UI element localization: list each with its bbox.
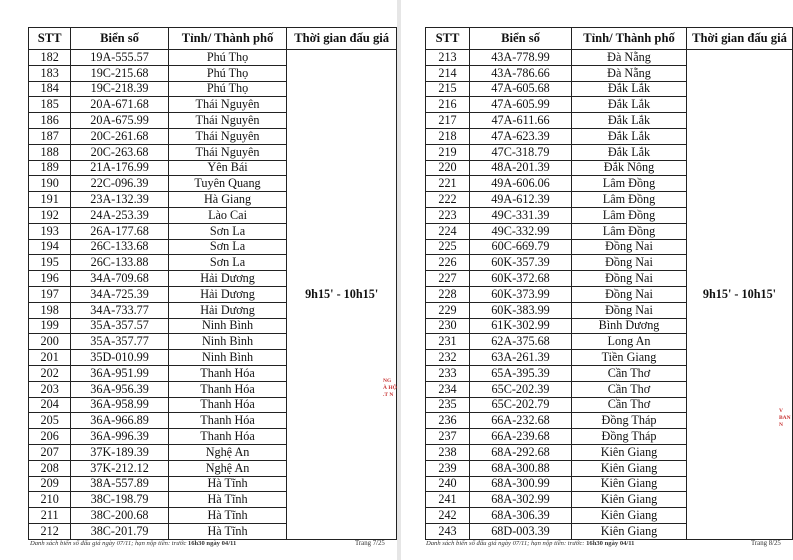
cell-tinh: Thanh Hóa bbox=[168, 365, 287, 381]
cell-bien-so: 35A-357.57 bbox=[71, 318, 168, 334]
cell-stt: 226 bbox=[426, 255, 470, 271]
footer-right bbox=[426, 540, 634, 547]
cell-tinh: Đắk Lắk bbox=[572, 113, 687, 129]
cell-bien-so: 36A-966.89 bbox=[71, 413, 168, 429]
cell-stt: 234 bbox=[426, 381, 470, 397]
cell-tinh: Cần Thơ bbox=[572, 381, 687, 397]
cell-stt: 195 bbox=[29, 255, 71, 271]
cell-tinh: Long An bbox=[572, 334, 687, 350]
cell-stt: 215 bbox=[426, 81, 470, 97]
cell-stt: 199 bbox=[29, 318, 71, 334]
cell-tinh: Phú Thọ bbox=[168, 81, 287, 97]
cell-tinh: Đồng Nai bbox=[572, 286, 687, 302]
cell-stt: 209 bbox=[29, 476, 71, 492]
cell-stt: 238 bbox=[426, 444, 470, 460]
cell-stt: 240 bbox=[426, 476, 470, 492]
cell-stt: 239 bbox=[426, 460, 470, 476]
cell-bien-so: 36A-956.39 bbox=[71, 381, 168, 397]
footer-deadline: 16h30 ngày 04/11 bbox=[187, 540, 237, 547]
cell-bien-so: 26C-133.68 bbox=[71, 239, 168, 255]
cell-bien-so: 43A-778.99 bbox=[470, 50, 572, 66]
cell-tinh: Lào Cai bbox=[168, 207, 287, 223]
header-thoi-gian: Thời gian đấu giá bbox=[687, 28, 793, 50]
cell-thoi-gian: 9h15' - 10h15' bbox=[687, 50, 793, 540]
stamp-fragment-left: NG À HỘ .T N bbox=[383, 378, 397, 398]
header-stt: STT bbox=[426, 28, 470, 50]
header-bien-so: Biển số bbox=[470, 28, 572, 50]
cell-bien-so: 65C-202.79 bbox=[470, 397, 572, 413]
page-number-right: Trang 8/25 bbox=[751, 540, 781, 547]
cell-bien-so: 60C-669.79 bbox=[470, 239, 572, 255]
cell-bien-so: 62A-375.68 bbox=[470, 334, 572, 350]
cell-stt: 227 bbox=[426, 271, 470, 287]
header-tinh: Tỉnh/ Thành phố bbox=[168, 28, 287, 50]
cell-tinh: Lâm Đồng bbox=[572, 207, 687, 223]
cell-stt: 230 bbox=[426, 318, 470, 334]
cell-tinh: Nghệ An bbox=[168, 460, 287, 476]
cell-tinh: Tiền Giang bbox=[572, 350, 687, 366]
footer-left bbox=[30, 540, 236, 547]
cell-bien-so: 37K-189.39 bbox=[71, 444, 168, 460]
table-row bbox=[426, 50, 793, 66]
cell-bien-so: 43A-786.66 bbox=[470, 65, 572, 81]
cell-stt: 208 bbox=[29, 460, 71, 476]
cell-stt: 222 bbox=[426, 192, 470, 208]
cell-stt: 228 bbox=[426, 286, 470, 302]
cell-stt: 219 bbox=[426, 144, 470, 160]
cell-bien-so: 36A-996.39 bbox=[71, 429, 168, 445]
cell-tinh: Hà Tĩnh bbox=[168, 523, 287, 539]
cell-stt: 235 bbox=[426, 397, 470, 413]
table-header-row bbox=[426, 28, 793, 50]
cell-bien-so: 19C-218.39 bbox=[71, 81, 168, 97]
cell-stt: 216 bbox=[426, 97, 470, 113]
cell-stt: 220 bbox=[426, 160, 470, 176]
cell-tinh: Đồng Nai bbox=[572, 271, 687, 287]
cell-stt: 198 bbox=[29, 302, 71, 318]
cell-stt: 205 bbox=[29, 413, 71, 429]
cell-bien-so: 38A-557.89 bbox=[71, 476, 168, 492]
cell-bien-so: 36A-951.99 bbox=[71, 365, 168, 381]
cell-tinh: Thanh Hóa bbox=[168, 397, 287, 413]
cell-bien-so: 36A-958.99 bbox=[71, 397, 168, 413]
cell-bien-so: 47A-605.99 bbox=[470, 97, 572, 113]
cell-tinh: Kiên Giang bbox=[572, 492, 687, 508]
cell-bien-so: 65C-202.39 bbox=[470, 381, 572, 397]
cell-bien-so: 48A-201.39 bbox=[470, 160, 572, 176]
footer-deadline: 16h30 ngày 04/11 bbox=[586, 540, 635, 547]
cell-tinh: Kiên Giang bbox=[572, 508, 687, 524]
cell-tinh: Hà Tĩnh bbox=[168, 508, 287, 524]
cell-stt: 223 bbox=[426, 207, 470, 223]
cell-tinh: Thái Nguyên bbox=[168, 97, 287, 113]
cell-bien-so: 21A-176.99 bbox=[71, 160, 168, 176]
cell-bien-so: 19C-215.68 bbox=[71, 65, 168, 81]
cell-tinh: Hải Dương bbox=[168, 286, 287, 302]
cell-tinh: Phú Thọ bbox=[168, 65, 287, 81]
cell-stt: 232 bbox=[426, 350, 470, 366]
cell-stt: 203 bbox=[29, 381, 71, 397]
cell-tinh: Nghệ An bbox=[168, 444, 287, 460]
page-number-left: Trang 7/25 bbox=[355, 540, 385, 547]
cell-stt: 189 bbox=[29, 160, 71, 176]
cell-thoi-gian: 9h15' - 10h15' bbox=[287, 50, 397, 540]
cell-bien-so: 22C-096.39 bbox=[71, 176, 168, 192]
cell-bien-so: 20A-675.99 bbox=[71, 113, 168, 129]
cell-tinh: Sơn La bbox=[168, 255, 287, 271]
stamp-fragment-right: V BAN N bbox=[779, 408, 791, 428]
cell-stt: 211 bbox=[29, 508, 71, 524]
cell-tinh: Đắk Lắk bbox=[572, 128, 687, 144]
cell-stt: 218 bbox=[426, 128, 470, 144]
cell-bien-so: 47C-318.79 bbox=[470, 144, 572, 160]
header-bien-so: Biển số bbox=[71, 28, 168, 50]
cell-stt: 206 bbox=[29, 429, 71, 445]
cell-stt: 241 bbox=[426, 492, 470, 508]
footer-text: Danh sách biển số đấu giá ngày 07/11; hạn nộp tiền: trước bbox=[30, 540, 188, 547]
cell-stt: 192 bbox=[29, 207, 71, 223]
cell-bien-so: 68D-003.39 bbox=[470, 523, 572, 539]
cell-tinh: Lâm Đồng bbox=[572, 223, 687, 239]
cell-bien-so: 47A-623.39 bbox=[470, 128, 572, 144]
cell-bien-so: 61K-302.99 bbox=[470, 318, 572, 334]
cell-stt: 190 bbox=[29, 176, 71, 192]
cell-stt: 185 bbox=[29, 97, 71, 113]
cell-bien-so: 34A-725.39 bbox=[71, 286, 168, 302]
header-stt: STT bbox=[29, 28, 71, 50]
cell-bien-so: 68A-300.88 bbox=[470, 460, 572, 476]
page-right bbox=[401, 0, 793, 560]
cell-tinh: Đắk Nông bbox=[572, 160, 687, 176]
cell-stt: 212 bbox=[29, 523, 71, 539]
cell-tinh: Sơn La bbox=[168, 223, 287, 239]
cell-bien-so: 66A-232.68 bbox=[470, 413, 572, 429]
cell-stt: 224 bbox=[426, 223, 470, 239]
cell-tinh: Kiên Giang bbox=[572, 444, 687, 460]
cell-bien-so: 68A-292.68 bbox=[470, 444, 572, 460]
cell-bien-so: 24A-253.39 bbox=[71, 207, 168, 223]
cell-bien-so: 38C-200.68 bbox=[71, 508, 168, 524]
cell-stt: 186 bbox=[29, 113, 71, 129]
cell-tinh: Phú Thọ bbox=[168, 50, 287, 66]
cell-tinh: Hà Tĩnh bbox=[168, 492, 287, 508]
cell-tinh: Ninh Bình bbox=[168, 350, 287, 366]
cell-bien-so: 23A-132.39 bbox=[71, 192, 168, 208]
cell-tinh: Thanh Hóa bbox=[168, 381, 287, 397]
cell-bien-so: 68A-302.99 bbox=[470, 492, 572, 508]
cell-stt: 237 bbox=[426, 429, 470, 445]
cell-tinh: Cần Thơ bbox=[572, 397, 687, 413]
cell-tinh: Tuyên Quang bbox=[168, 176, 287, 192]
cell-stt: 217 bbox=[426, 113, 470, 129]
cell-bien-so: 35D-010.99 bbox=[71, 350, 168, 366]
cell-tinh: Cần Thơ bbox=[572, 365, 687, 381]
table-header-row bbox=[29, 28, 397, 50]
cell-tinh: Đắk Lắk bbox=[572, 97, 687, 113]
cell-bien-so: 49A-606.06 bbox=[470, 176, 572, 192]
cell-tinh: Ninh Bình bbox=[168, 318, 287, 334]
cell-tinh: Yên Bái bbox=[168, 160, 287, 176]
cell-bien-so: 63A-261.39 bbox=[470, 350, 572, 366]
cell-tinh: Thái Nguyên bbox=[168, 128, 287, 144]
cell-stt: 243 bbox=[426, 523, 470, 539]
cell-tinh: Thanh Hóa bbox=[168, 429, 287, 445]
cell-tinh: Đồng Tháp bbox=[572, 429, 687, 445]
cell-bien-so: 34A-733.77 bbox=[71, 302, 168, 318]
cell-stt: 194 bbox=[29, 239, 71, 255]
cell-stt: 233 bbox=[426, 365, 470, 381]
cell-tinh: Đồng Nai bbox=[572, 302, 687, 318]
cell-bien-so: 37K-212.12 bbox=[71, 460, 168, 476]
cell-tinh: Hà Giang bbox=[168, 192, 287, 208]
cell-tinh: Kiên Giang bbox=[572, 476, 687, 492]
cell-bien-so: 38C-198.79 bbox=[71, 492, 168, 508]
cell-bien-so: 49C-331.39 bbox=[470, 207, 572, 223]
footer-text: Danh sách biển số đấu giá ngày 07/11; hạn nộp tiền: trước: bbox=[426, 540, 587, 547]
cell-tinh: Ninh Bình bbox=[168, 334, 287, 350]
cell-tinh: Hải Dương bbox=[168, 271, 287, 287]
cell-stt: 229 bbox=[426, 302, 470, 318]
cell-stt: 204 bbox=[29, 397, 71, 413]
table-row bbox=[29, 50, 397, 66]
cell-stt: 197 bbox=[29, 286, 71, 302]
cell-tinh: Đồng Nai bbox=[572, 239, 687, 255]
cell-bien-so: 35A-357.77 bbox=[71, 334, 168, 350]
cell-bien-so: 19A-555.57 bbox=[71, 50, 168, 66]
header-tinh: Tỉnh/ Thành phố bbox=[572, 28, 687, 50]
cell-stt: 187 bbox=[29, 128, 71, 144]
cell-bien-so: 66A-239.68 bbox=[470, 429, 572, 445]
cell-tinh: Thanh Hóa bbox=[168, 413, 287, 429]
cell-stt: 207 bbox=[29, 444, 71, 460]
cell-stt: 242 bbox=[426, 508, 470, 524]
cell-stt: 183 bbox=[29, 65, 71, 81]
cell-bien-so: 60K-372.68 bbox=[470, 271, 572, 287]
header-thoi-gian: Thời gian đấu giá bbox=[287, 28, 397, 50]
cell-stt: 214 bbox=[426, 65, 470, 81]
cell-tinh: Lâm Đồng bbox=[572, 192, 687, 208]
cell-bien-so: 49C-332.99 bbox=[470, 223, 572, 239]
cell-stt: 213 bbox=[426, 50, 470, 66]
table-body-left bbox=[29, 50, 397, 540]
cell-bien-so: 38C-201.79 bbox=[71, 523, 168, 539]
cell-stt: 191 bbox=[29, 192, 71, 208]
cell-bien-so: 49A-612.39 bbox=[470, 192, 572, 208]
cell-tinh: Đồng Tháp bbox=[572, 413, 687, 429]
auction-table-right bbox=[425, 27, 793, 540]
cell-bien-so: 34A-709.68 bbox=[71, 271, 168, 287]
cell-bien-so: 68A-306.39 bbox=[470, 508, 572, 524]
cell-bien-so: 20C-263.68 bbox=[71, 144, 168, 160]
cell-stt: 225 bbox=[426, 239, 470, 255]
cell-stt: 193 bbox=[29, 223, 71, 239]
cell-bien-so: 60K-357.39 bbox=[470, 255, 572, 271]
auction-table-left bbox=[28, 27, 397, 540]
cell-stt: 196 bbox=[29, 271, 71, 287]
cell-bien-so: 20C-261.68 bbox=[71, 128, 168, 144]
cell-tinh: Kiên Giang bbox=[572, 460, 687, 476]
cell-stt: 201 bbox=[29, 350, 71, 366]
cell-bien-so: 65A-395.39 bbox=[470, 365, 572, 381]
cell-tinh: Thái Nguyên bbox=[168, 144, 287, 160]
cell-tinh: Hải Dương bbox=[168, 302, 287, 318]
cell-stt: 182 bbox=[29, 50, 71, 66]
cell-stt: 236 bbox=[426, 413, 470, 429]
cell-bien-so: 47A-605.68 bbox=[470, 81, 572, 97]
cell-tinh: Đà Nẵng bbox=[572, 65, 687, 81]
cell-tinh: Thái Nguyên bbox=[168, 113, 287, 129]
cell-bien-so: 26C-133.88 bbox=[71, 255, 168, 271]
cell-tinh: Hà Tĩnh bbox=[168, 476, 287, 492]
cell-stt: 202 bbox=[29, 365, 71, 381]
cell-stt: 210 bbox=[29, 492, 71, 508]
cell-tinh: Sơn La bbox=[168, 239, 287, 255]
cell-tinh: Lâm Đồng bbox=[572, 176, 687, 192]
cell-tinh: Đà Nẵng bbox=[572, 50, 687, 66]
cell-bien-so: 60K-373.99 bbox=[470, 286, 572, 302]
cell-bien-so: 60K-383.99 bbox=[470, 302, 572, 318]
table-body-right bbox=[426, 50, 793, 540]
cell-bien-so: 26A-177.68 bbox=[71, 223, 168, 239]
cell-bien-so: 68A-300.99 bbox=[470, 476, 572, 492]
cell-tinh: Đắk Lắk bbox=[572, 144, 687, 160]
cell-bien-so: 20A-671.68 bbox=[71, 97, 168, 113]
cell-tinh: Kiên Giang bbox=[572, 523, 687, 539]
cell-stt: 221 bbox=[426, 176, 470, 192]
cell-stt: 188 bbox=[29, 144, 71, 160]
cell-tinh: Đắk Lắk bbox=[572, 81, 687, 97]
cell-bien-so: 47A-611.66 bbox=[470, 113, 572, 129]
cell-tinh: Đồng Nai bbox=[572, 255, 687, 271]
cell-stt: 200 bbox=[29, 334, 71, 350]
cell-stt: 184 bbox=[29, 81, 71, 97]
cell-tinh: Bình Dương bbox=[572, 318, 687, 334]
cell-stt: 231 bbox=[426, 334, 470, 350]
